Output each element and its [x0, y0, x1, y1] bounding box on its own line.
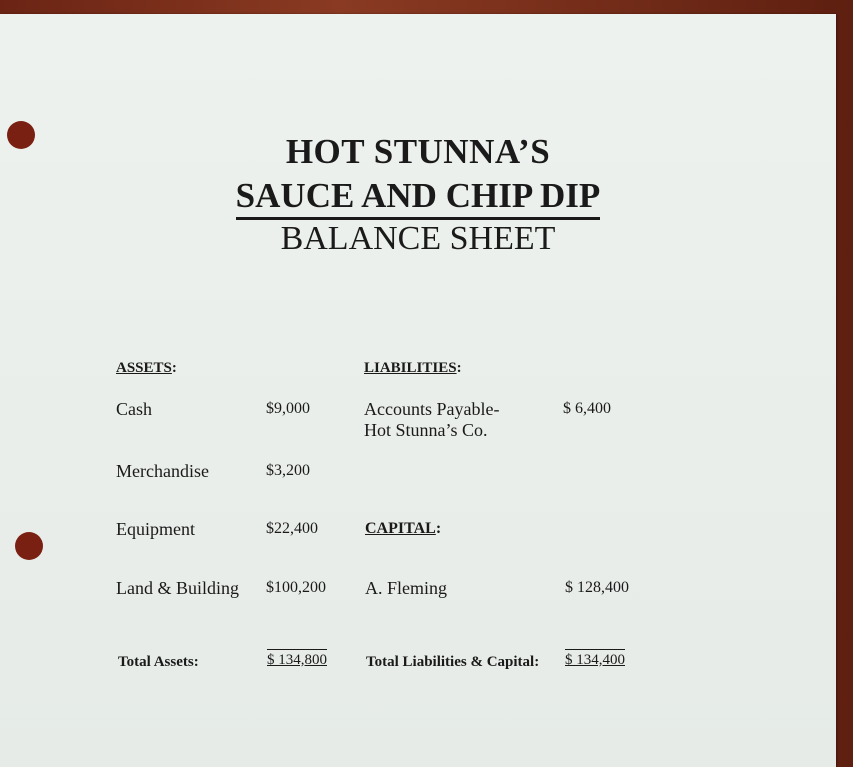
- document-title: BALANCE SHEET: [280, 220, 556, 257]
- total-assets-value: $ 134,800: [267, 649, 327, 669]
- asset-label: Cash: [116, 399, 152, 419]
- assets-heading: ASSETS:: [116, 360, 177, 376]
- capital-heading: CAPITAL:: [365, 520, 442, 537]
- asset-label: Equipment: [116, 519, 195, 539]
- company-subtitle: [0, 176, 836, 216]
- asset-value: $100,200: [266, 579, 326, 596]
- capital-label: A. Fleming: [365, 578, 448, 598]
- binder-hole-bottom: [15, 532, 43, 560]
- asset-value: $9,000: [266, 400, 310, 417]
- total-liabilities-capital-label: Total Liabilities & Capital:: [366, 654, 540, 670]
- company-subtitle-text: SAUCE AND CHIP DIP: [236, 176, 601, 220]
- asset-value: $3,200: [266, 462, 310, 479]
- liability-label: Accounts Payable-: [364, 399, 500, 419]
- liability-value: $ 6,400: [563, 400, 611, 417]
- company-name: HOT STUNNA’S: [285, 132, 551, 171]
- asset-label: Merchandise: [116, 461, 209, 481]
- liability-label-line2: Hot Stunna’s Co.: [364, 420, 488, 440]
- balance-sheet-page: [0, 14, 836, 767]
- total-assets-label: Total Assets:: [118, 654, 199, 670]
- capital-value: $ 128,400: [565, 579, 629, 596]
- asset-value: $22,400: [266, 520, 318, 537]
- asset-label: Land & Building: [116, 578, 239, 598]
- total-liabilities-capital-value: $ 134,400: [565, 649, 625, 669]
- liabilities-heading: LIABILITIES:: [364, 360, 462, 376]
